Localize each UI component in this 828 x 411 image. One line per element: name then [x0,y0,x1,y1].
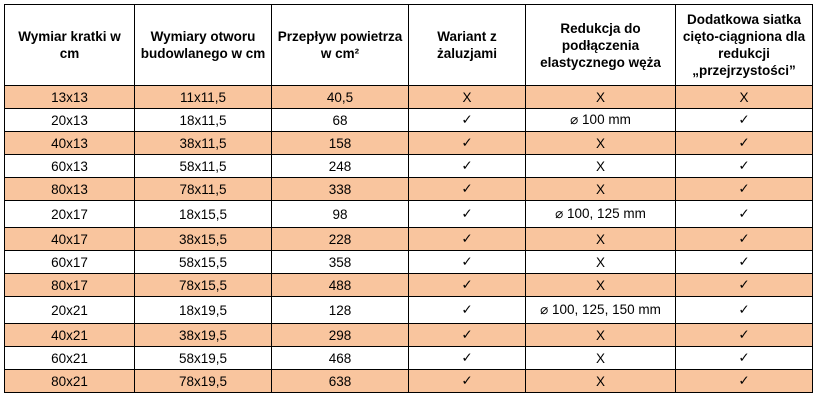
cell-airflow: 358 [272,251,409,274]
cell-grille-size: 20x21 [5,297,135,324]
cell-airflow: 40,5 [272,86,409,109]
table-row [5,178,813,201]
cell-louver-variant: ✓ [409,109,526,132]
cell-louver-variant: X [409,86,526,109]
cell-opening-size: 78x15,5 [135,274,272,297]
cell-hose-reduction: X [526,86,676,109]
table-row [5,155,813,178]
cell-hose-reduction: X [526,228,676,251]
cell-opening-size: 78x19,5 [135,370,272,393]
cell-opening-size: 18x15,5 [135,201,272,228]
cell-airflow: 468 [272,347,409,370]
cell-hose-reduction: X [526,155,676,178]
cell-extra-mesh: ✓ [676,228,813,251]
cell-opening-size: 11x11,5 [135,86,272,109]
cell-louver-variant: ✓ [409,347,526,370]
cell-louver-variant: ✓ [409,155,526,178]
cell-opening-size: 58x11,5 [135,155,272,178]
cell-hose-reduction: X [526,178,676,201]
cell-extra-mesh: ✓ [676,251,813,274]
cell-grille-size: 60x21 [5,347,135,370]
cell-grille-size: 20x17 [5,201,135,228]
cell-hose-reduction: X [526,324,676,347]
cell-airflow: 98 [272,201,409,228]
header-opening-size: Wymiary otworu budowlanego w cm [135,5,272,86]
cell-louver-variant: ✓ [409,132,526,155]
cell-grille-size: 40x17 [5,228,135,251]
table-row [5,347,813,370]
cell-airflow: 158 [272,132,409,155]
header-louver-variant: Wariant z żaluzjami [409,5,526,86]
cell-extra-mesh: ✓ [676,297,813,324]
grille-spec-table [4,4,813,393]
cell-extra-mesh: ✓ [676,109,813,132]
table-row [5,274,813,297]
cell-extra-mesh: ✓ [676,324,813,347]
cell-extra-mesh: ✓ [676,155,813,178]
cell-airflow: 488 [272,274,409,297]
cell-extra-mesh: ✓ [676,370,813,393]
table-row [5,251,813,274]
table-row [5,297,813,324]
cell-airflow: 68 [272,109,409,132]
cell-louver-variant: ✓ [409,178,526,201]
cell-hose-reduction: X [526,251,676,274]
cell-opening-size: 38x11,5 [135,132,272,155]
cell-louver-variant: ✓ [409,274,526,297]
cell-airflow: 248 [272,155,409,178]
cell-hose-reduction: X [526,347,676,370]
cell-airflow: 128 [272,297,409,324]
cell-airflow: 228 [272,228,409,251]
table-header [5,5,813,86]
cell-opening-size: 38x19,5 [135,324,272,347]
cell-opening-size: 58x15,5 [135,251,272,274]
cell-louver-variant: ✓ [409,201,526,228]
cell-extra-mesh: X [676,86,813,109]
cell-airflow: 638 [272,370,409,393]
cell-grille-size: 80x13 [5,178,135,201]
table-row [5,370,813,393]
cell-grille-size: 80x21 [5,370,135,393]
cell-louver-variant: ✓ [409,324,526,347]
cell-grille-size: 40x13 [5,132,135,155]
cell-airflow: 298 [272,324,409,347]
cell-hose-reduction: X [526,370,676,393]
cell-extra-mesh: ✓ [676,274,813,297]
header-extra-mesh: Dodatkowa siatka cięto-ciągniona dla redukcji „przejrzystości” [676,5,813,86]
header-row [5,5,813,86]
cell-extra-mesh: ✓ [676,201,813,228]
cell-opening-size: 18x11,5 [135,109,272,132]
cell-grille-size: 60x17 [5,251,135,274]
cell-louver-variant: ✓ [409,251,526,274]
cell-extra-mesh: ✓ [676,347,813,370]
cell-opening-size: 38x15,5 [135,228,272,251]
cell-extra-mesh: ✓ [676,132,813,155]
cell-grille-size: 80x17 [5,274,135,297]
table-body [5,86,813,393]
header-grille-size: Wymiar kratki w cm [5,5,135,86]
cell-airflow: 338 [272,178,409,201]
table-row [5,86,813,109]
cell-louver-variant: ✓ [409,370,526,393]
cell-grille-size: 60x13 [5,155,135,178]
table-row [5,132,813,155]
cell-grille-size: 13x13 [5,86,135,109]
cell-louver-variant: ✓ [409,297,526,324]
cell-opening-size: 18x19,5 [135,297,272,324]
cell-opening-size: 78x11,5 [135,178,272,201]
table-row [5,228,813,251]
cell-hose-reduction: ⌀ 100, 125 mm [526,201,676,228]
table-row [5,201,813,228]
cell-hose-reduction: ⌀ 100 mm [526,109,676,132]
cell-extra-mesh: ✓ [676,178,813,201]
cell-opening-size: 58x19,5 [135,347,272,370]
cell-hose-reduction: X [526,132,676,155]
cell-grille-size: 40x21 [5,324,135,347]
header-airflow: Przepływ powietrza w cm² [272,5,409,86]
cell-hose-reduction: X [526,274,676,297]
cell-grille-size: 20x13 [5,109,135,132]
table-row [5,324,813,347]
header-hose-reduction: Redukcja do podłączenia elastycznego węża [526,5,676,86]
cell-louver-variant: ✓ [409,228,526,251]
cell-hose-reduction: ⌀ 100, 125, 150 mm [526,297,676,324]
table-row [5,109,813,132]
